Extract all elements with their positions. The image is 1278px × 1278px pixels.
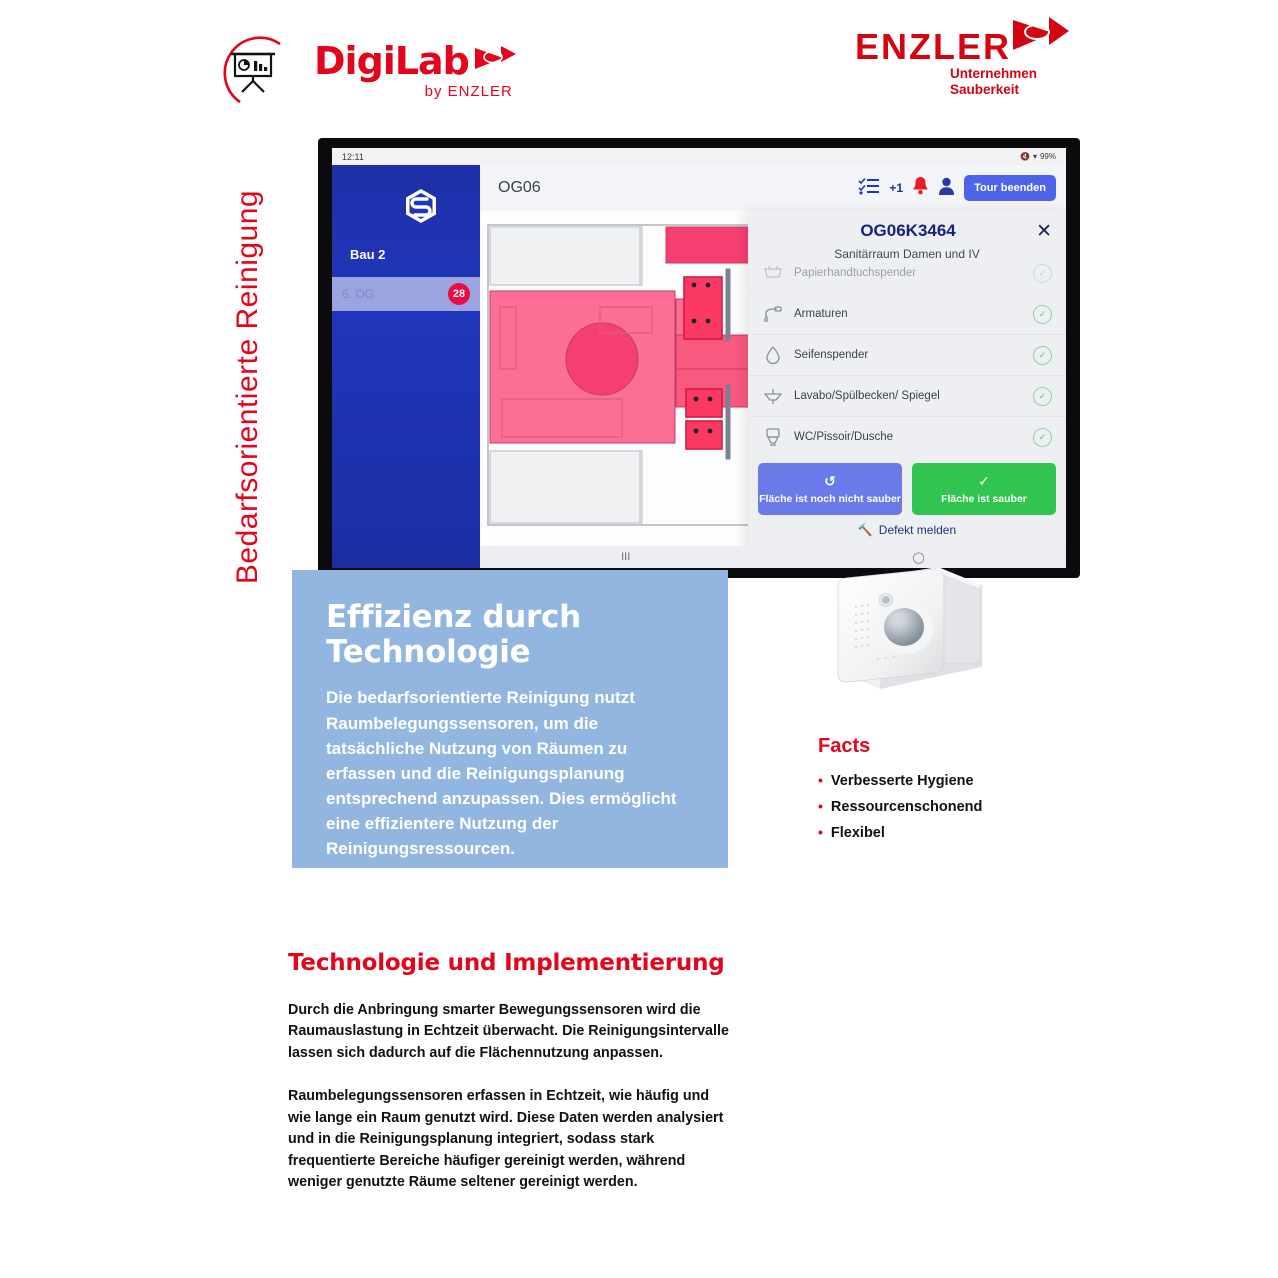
sidebar-item-label: 6. OG: [342, 287, 375, 301]
digilab-arrow-icon: [473, 44, 517, 79]
faucet-icon: [762, 303, 784, 325]
fact-label: Ressourcenschonend: [830, 799, 983, 815]
hammer-icon: 🔨: [857, 523, 873, 537]
technology-title: Technologie und Implementierung: [288, 950, 725, 976]
list-item-label: Seifenspender: [794, 348, 869, 361]
user-icon[interactable]: [938, 177, 955, 200]
checklist-icon[interactable]: [858, 177, 880, 200]
list-item[interactable]: [748, 376, 1066, 417]
notification-count: +1: [889, 181, 904, 195]
list-item-label: WC/Pissoir/Dusche: [794, 430, 894, 443]
room-checklist-panel: [748, 211, 1066, 568]
list-item[interactable]: [748, 263, 1066, 294]
check-circle-icon[interactable]: ✓: [1033, 305, 1052, 324]
app-sidebar: [332, 165, 480, 568]
sink-icon: [762, 385, 784, 407]
home-button[interactable]: ◯: [912, 551, 925, 564]
callout-heading-line1: Effizienz durch: [326, 599, 581, 635]
bell-icon[interactable]: [912, 176, 929, 200]
tablet-device: [318, 138, 1080, 578]
check-circle-icon[interactable]: ✓: [1033, 264, 1052, 283]
report-defect-label: Defekt melden: [878, 523, 957, 537]
app-viewport: [332, 165, 1066, 568]
section-side-title: Bedarfsorientierte Reinigung: [231, 189, 264, 585]
report-defect-button[interactable]: [748, 523, 1066, 537]
bullet-icon: •: [818, 824, 823, 840]
bullet-icon: •: [818, 772, 823, 788]
check-circle-icon[interactable]: ✓: [1033, 428, 1052, 447]
wifi-icon: ▾: [1032, 152, 1037, 161]
mark-not-clean-label: Fläche ist noch nicht sauber: [759, 492, 901, 505]
room-name: Sanitärraum Damen und IV: [834, 247, 980, 261]
list-item: [818, 798, 1088, 815]
toilet-icon: [762, 426, 784, 448]
app-topbar: [480, 165, 1066, 211]
mark-clean-label: Fläche ist sauber: [941, 492, 1027, 505]
technology-paragraph-2: Raumbelegungssensoren erfassen in Echtzeit, wie häufig und wie lange ein Raum genutzt wird. Diese Daten werden analysiert und in die Reinigungsplanung integriert, sodass stark frequentierte Bereiche häufiger gereinigt werden, während weniger genutzte Räume seltener gereinigt werden.: [288, 1088, 724, 1191]
digilab-logo: [210, 28, 517, 114]
checklist: [748, 263, 1066, 457]
callout-heading-line2: Technologie: [326, 633, 531, 670]
page-title: OG06: [498, 179, 541, 196]
mute-icon: 🔇: [1020, 152, 1030, 161]
sidebar-building-label: Bau 2: [350, 247, 386, 262]
stratos-s-logo: [402, 187, 440, 230]
check-circle-icon[interactable]: ✓: [1033, 346, 1052, 365]
callout-heading: [326, 600, 694, 669]
recents-button[interactable]: III: [621, 551, 631, 563]
facts-section: [818, 735, 1088, 850]
list-item: [818, 824, 1088, 841]
bullet-icon: •: [818, 798, 823, 814]
enzler-tagline-2: Sauberkeit: [950, 82, 1020, 98]
status-time: 12:11: [342, 151, 364, 162]
close-icon[interactable]: ✕: [1036, 220, 1052, 242]
tablet-screen: [332, 148, 1066, 568]
check-icon: ✓: [978, 472, 990, 489]
list-item-label: Papierhandtuchspender: [794, 266, 917, 279]
soap-drop-icon: [762, 344, 784, 366]
list-item[interactable]: [748, 417, 1066, 457]
efficiency-callout: [292, 570, 728, 868]
panel-header: [748, 211, 1066, 243]
list-item-label: Lavabo/Spülbecken/ Spiegel: [794, 389, 940, 402]
digilab-name: DigiLab: [314, 39, 469, 83]
digilab-wordmark: [314, 39, 517, 100]
mark-clean-button[interactable]: [912, 463, 1056, 515]
callout-body: Die bedarfsorientierte Reinigung nutzt Raumbelegungssensoren, um die tatsächliche Nutzung von Räumen zu erfassen und die Reinigungsplanung entsprechend anzupassen. Dies ermöglicht eine effizientere Nutzung der Reinigungsressourcen.: [326, 688, 677, 859]
fact-label: Verbesserte Hygiene: [830, 773, 974, 789]
android-status-bar: [332, 148, 1066, 165]
room-id: OG06K3464: [860, 221, 956, 240]
sidebar-item-floor-6og[interactable]: [332, 277, 480, 311]
motion-sensor-device: [820, 555, 1000, 705]
facts-list: [818, 772, 1088, 841]
check-circle-icon[interactable]: ✓: [1033, 387, 1052, 406]
fact-label: Flexibel: [830, 825, 885, 841]
list-item-label: Armaturen: [794, 307, 848, 320]
list-item[interactable]: [748, 335, 1066, 376]
technology-section: [288, 950, 734, 1216]
enzler-name: ENZLER: [855, 26, 1011, 67]
presentation-chart-icon: [210, 28, 296, 114]
towel-dispenser-icon: [762, 263, 784, 284]
sidebar-item-badge: 28: [448, 283, 470, 305]
digilab-byline: by ENZLER: [424, 83, 513, 100]
list-item: [818, 772, 1088, 789]
battery-level: 99%: [1039, 152, 1056, 161]
undo-clock-icon: ↺: [824, 472, 836, 489]
list-item[interactable]: [748, 294, 1066, 335]
technology-paragraph-1: Durch die Anbringung smarter Bewegungssensoren wird die Raumauslastung in Echtzeit überwacht. Die Reinigungsintervalle lassen sich dadurch auf die Flächennutzung anpassen.: [288, 1002, 729, 1061]
mark-not-clean-button[interactable]: [758, 463, 902, 515]
end-tour-button[interactable]: Tour beenden: [964, 175, 1056, 201]
panel-action-buttons: [758, 463, 1056, 515]
enzler-arrow-icon: [1009, 14, 1071, 61]
enzler-logo: [855, 26, 1071, 99]
enzler-tagline-1: Unternehmen: [950, 66, 1038, 82]
facts-title: Facts: [818, 735, 871, 757]
